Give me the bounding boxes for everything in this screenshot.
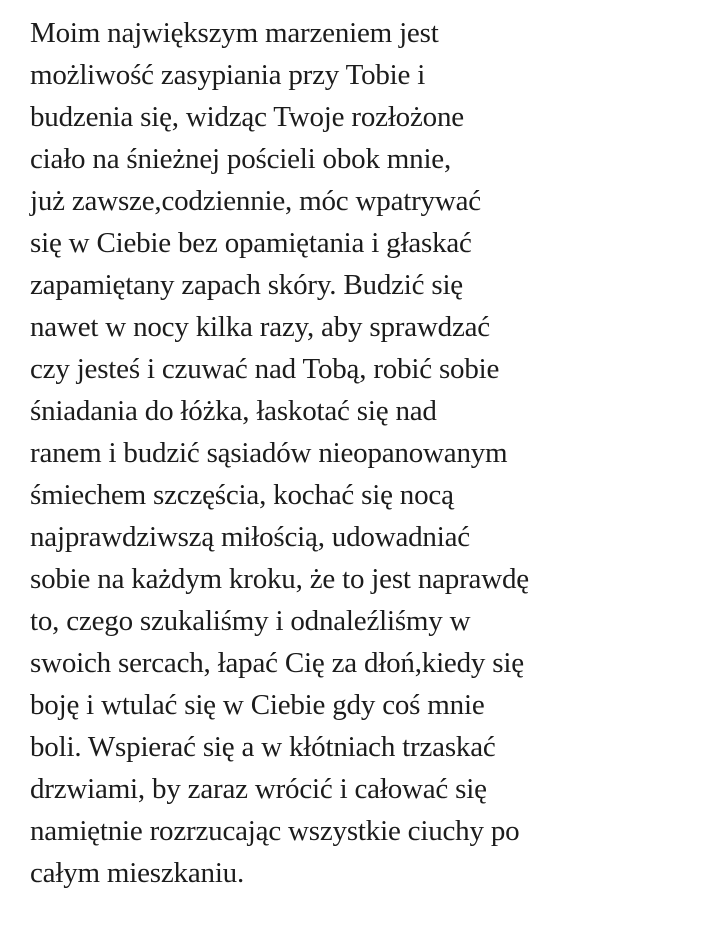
text-line: boli. Wspierać się a w kłótniach trzaskać (30, 731, 496, 763)
text-line: budzenia się, widząc Twoje rozłożone (30, 101, 464, 133)
text-line: czy jesteś i czuwać nad Tobą, robić sobie (30, 353, 500, 385)
text-line: całym mieszkaniu. (30, 857, 245, 889)
text-line: nawet w nocy kilka razy, aby sprawdzać (30, 311, 490, 343)
text-line: Moim największym marzeniem jest (30, 17, 439, 49)
text-line: śniadania do łóżka, łaskotać się nad (30, 395, 437, 427)
text-line: najprawdziwszą miłością, udowadniać (30, 521, 470, 553)
text-line: drzwiami, by zaraz wrócić i całować się (30, 773, 487, 805)
text-line: śmiechem szczęścia, kochać się nocą (30, 479, 454, 511)
text-line: to, czego szukaliśmy i odnaleźliśmy w (30, 605, 471, 637)
text-line: ciało na śnieżnej pościeli obok mnie, (30, 143, 452, 175)
text-line: boję i wtulać się w Ciebie gdy coś mnie (30, 689, 485, 721)
text-line: możliwość zasypiania przy Tobie i (30, 59, 426, 91)
text-line: zapamiętany zapach skóry. Budzić się (30, 269, 463, 301)
text-line: ranem i budzić sąsiadów nieopanowanym (30, 437, 508, 469)
text-passage (30, 12, 710, 894)
text-line: swoich sercach, łapać Cię za dłoń,kiedy się (30, 647, 524, 679)
text-line: już zawsze,codziennie, móc wpatrywać (30, 185, 481, 217)
text-line: się w Ciebie bez opamiętania i głaskać (30, 227, 472, 259)
text-line: sobie na każdym kroku, że to jest naprawdę (30, 563, 529, 595)
text-line: namiętnie rozrzucając wszystkie ciuchy po (30, 815, 520, 847)
